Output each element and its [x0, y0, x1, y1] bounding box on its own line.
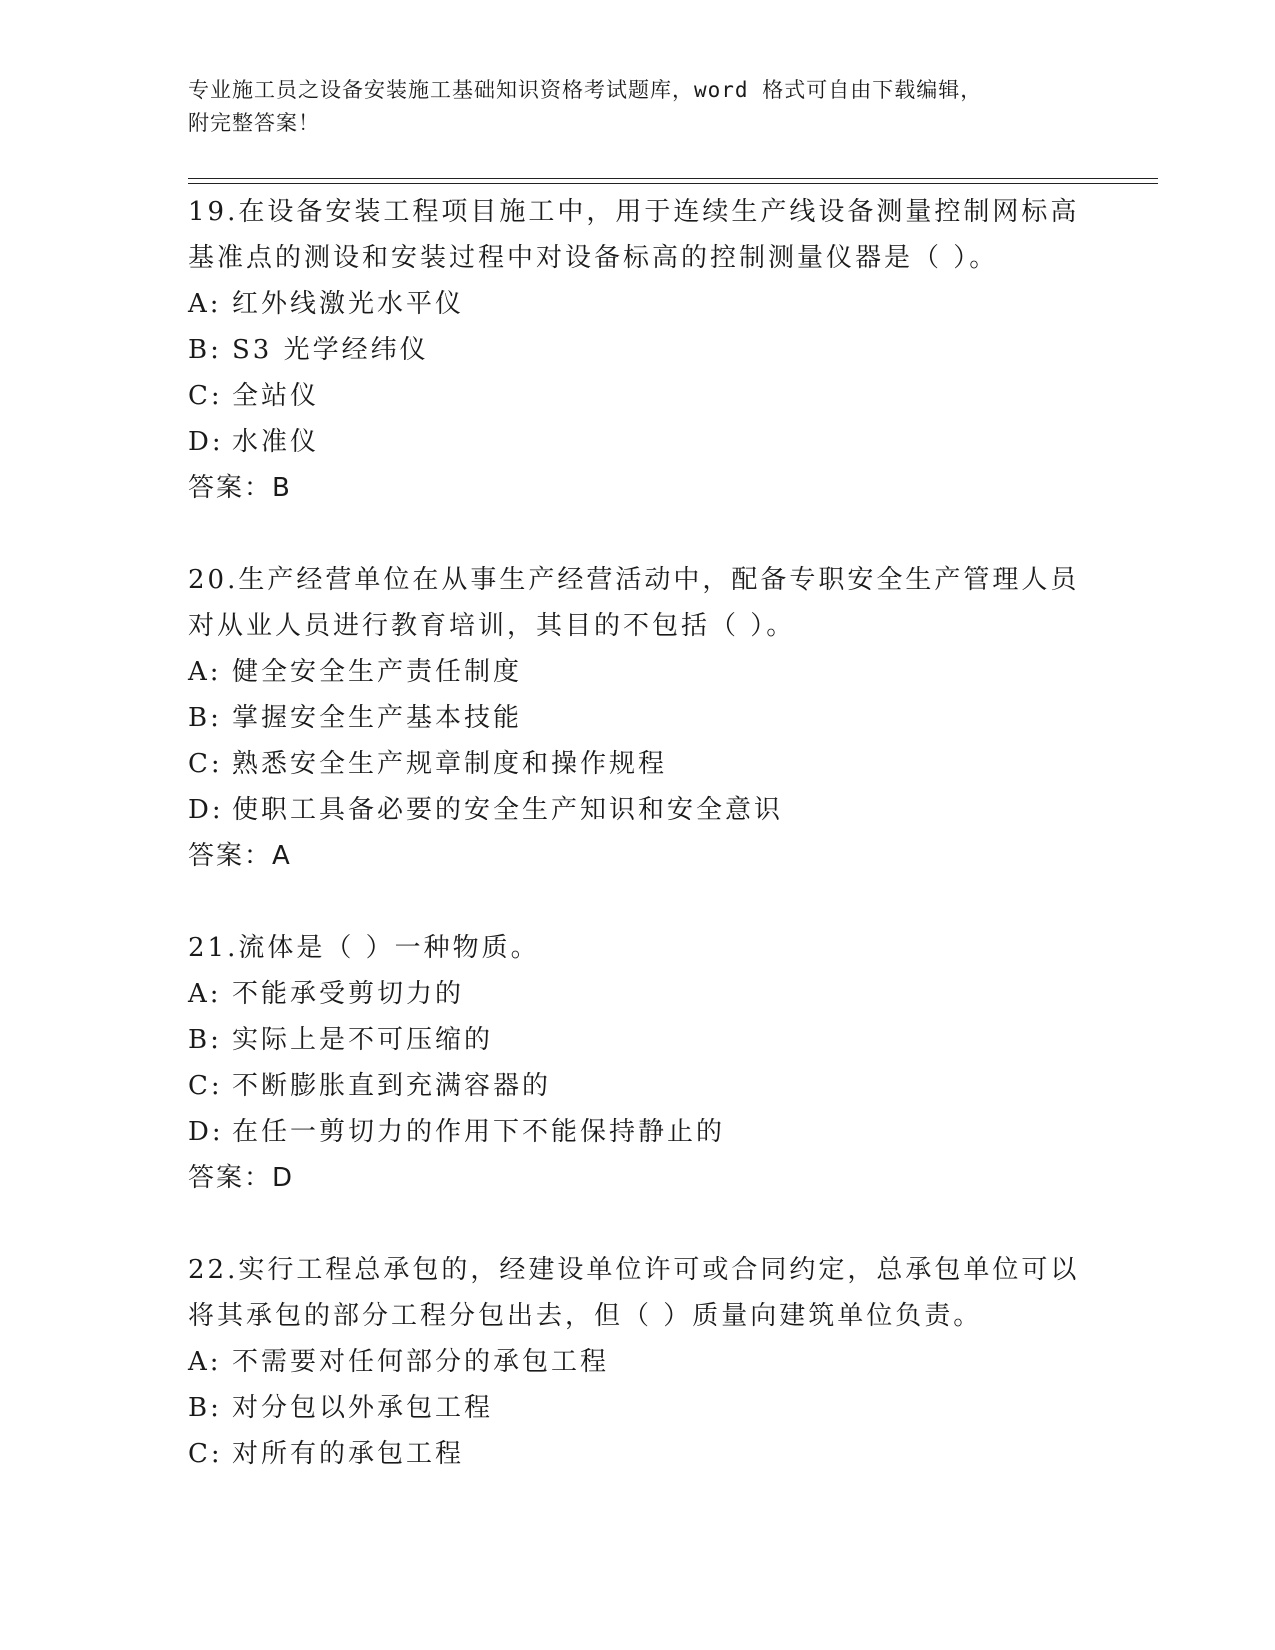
option-a	[188, 1339, 1088, 1385]
option-d	[188, 787, 1088, 833]
header-divider-bottom	[188, 183, 1158, 184]
header-divider-top	[188, 178, 1158, 179]
option-text: 红外线激光水平仪	[232, 289, 465, 319]
option-text: 掌握安全生产基本技能	[232, 703, 523, 733]
option-text: 实际上是不可压缩的	[232, 1025, 494, 1055]
question-19	[188, 189, 1088, 511]
option-text: 在任一剪切力的作用下不能保持静止的	[232, 1117, 726, 1147]
option-letter: C:	[188, 1071, 223, 1101]
option-b	[188, 1017, 1088, 1063]
option-letter: B:	[188, 703, 222, 733]
option-b	[188, 695, 1088, 741]
option-text: S3 光学经纬仪	[232, 335, 429, 365]
option-text: 水准仪	[232, 427, 320, 457]
option-a	[188, 649, 1088, 695]
question-stem: 20.生产经营单位在从事生产经营活动中，配备专职安全生产管理人员对从业人员进行教育培训，其目的不包括（ ）。	[188, 565, 1080, 641]
document-header	[188, 74, 1088, 140]
option-letter: A:	[188, 657, 222, 687]
option-text: 使职工具备必要的安全生产知识和安全意识	[232, 795, 784, 825]
option-letter: B:	[188, 1025, 222, 1055]
answer-line: 答案：D	[188, 1163, 295, 1193]
option-letter: C:	[188, 381, 223, 411]
option-c	[188, 1431, 1088, 1477]
question-22	[188, 1247, 1088, 1477]
option-c	[188, 1063, 1088, 1109]
option-letter: D:	[188, 795, 224, 825]
option-b	[188, 327, 1088, 373]
option-letter: A:	[188, 979, 222, 1009]
option-text: 熟悉安全生产规章制度和操作规程	[232, 749, 668, 779]
option-text: 健全安全生产责任制度	[232, 657, 523, 687]
option-c	[188, 373, 1088, 419]
option-d	[188, 1109, 1088, 1155]
option-letter: B:	[188, 335, 222, 365]
question-stem: 22.实行工程总承包的，经建设单位许可或合同约定，总承包单位可以将其承包的部分工程分包出去，但（ ）质量向建筑单位负责。	[188, 1255, 1080, 1331]
option-text: 不需要对任何部分的承包工程	[232, 1347, 610, 1377]
option-letter: D:	[188, 427, 224, 457]
option-text: 对分包以外承包工程	[232, 1393, 494, 1423]
question-20	[188, 557, 1088, 879]
option-a	[188, 281, 1088, 327]
question-stem: 19.在设备安装工程项目施工中，用于连续生产线设备测量控制网标高基准点的测设和安装过程中对设备标高的控制测量仪器是（ ）。	[188, 197, 1080, 273]
option-text: 不断膨胀直到充满容器的	[232, 1071, 552, 1101]
option-text: 不能承受剪切力的	[232, 979, 465, 1009]
option-letter: C:	[188, 749, 223, 779]
header-line-1: 专业施工员之设备安装施工基础知识资格考试题库，word 格式可自由下载编辑，	[188, 78, 983, 102]
header-line-2: 附完整答案！	[188, 111, 320, 135]
answer-line: 答案：A	[188, 841, 292, 871]
option-text: 全站仪	[232, 381, 320, 411]
option-letter: A:	[188, 289, 222, 319]
option-b	[188, 1385, 1088, 1431]
question-list	[188, 189, 1088, 1523]
option-letter: C:	[188, 1439, 223, 1469]
option-text: 对所有的承包工程	[232, 1439, 465, 1469]
option-letter: A:	[188, 1347, 222, 1377]
question-stem: 21.流体是（ ）一种物质。	[188, 933, 540, 963]
option-letter: D:	[188, 1117, 224, 1147]
answer-line: 答案：B	[188, 473, 292, 503]
question-21	[188, 925, 1088, 1201]
option-c	[188, 741, 1088, 787]
option-letter: B:	[188, 1393, 222, 1423]
option-d	[188, 419, 1088, 465]
option-a	[188, 971, 1088, 1017]
